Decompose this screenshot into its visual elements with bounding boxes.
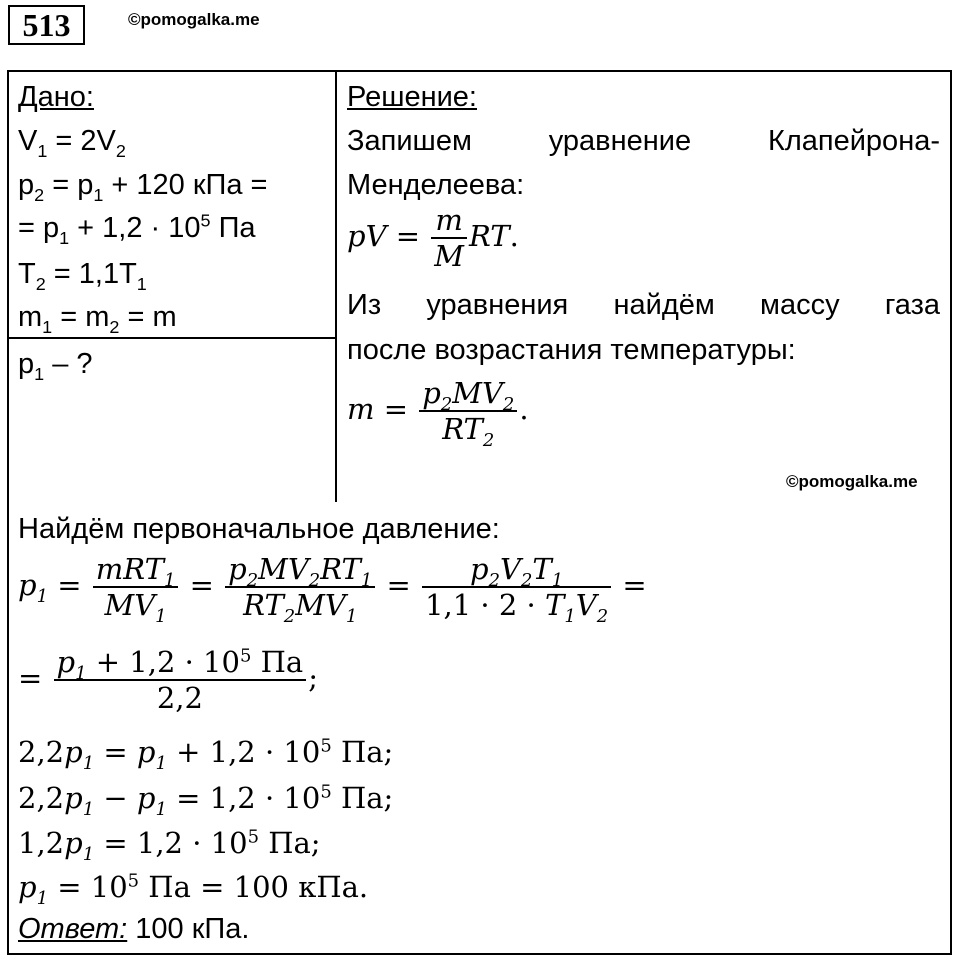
given-line-2: $p_2 = p_1 + 120$ кПа = — [18, 169, 268, 205]
solution-intro-line-1: Запишем уравнение Клапейрона- — [347, 125, 940, 157]
formula-mass: m = $\frac{p_2MV_2}{RT_2}$ . — [347, 376, 529, 451]
answer-value: 100 кПа. — [135, 913, 250, 945]
given-line-1: $V_1 = 2V_2$ — [18, 125, 126, 161]
solution-text-line-3: Найдём первоначальное давление: — [18, 513, 500, 545]
equation-line-3: $1,2p_1 = 1,2 \cdot 10^5$ Па; — [18, 826, 321, 865]
solution-title: Решение: — [347, 81, 477, 113]
given-title: Дано: — [18, 81, 94, 113]
solution-text-line-1: Из уравнения найдём массу газа — [347, 289, 940, 321]
solution-text-line-2: после возрастания температуры: — [347, 334, 796, 366]
solution-intro-line-2: Менделеева: — [347, 169, 525, 201]
divider-vertical — [335, 70, 337, 502]
equation-line-2: $2,2p_1 - p_1 = 1,2 \cdot 10^5$ Па; — [18, 781, 394, 820]
answer-label: Ответ: — [18, 913, 128, 945]
find-line: $p_1$ – ? — [18, 348, 93, 384]
given-line-3: = $p_1 + 1,2 \cdot 10^5$ Па — [18, 210, 256, 248]
given-line-4: $T_2 = 1,1T_1$ — [18, 258, 147, 294]
watermark-inline: ©pomogalka.me — [786, 472, 918, 491]
watermark-top: ©pomogalka.me — [128, 10, 260, 29]
divider-horizontal — [7, 337, 337, 339]
equation-line-4: $p_1 = 10^5$ Па = 100 кПа. — [18, 870, 369, 909]
formula-clapeyron: pV = $\frac{m}{M}$ RT. — [347, 203, 519, 273]
equation-line-1: $2,2p_1 = p_1 + 1,2 \cdot 10^5$ Па; — [18, 735, 394, 774]
answer-line — [18, 912, 249, 946]
given-line-5: $m_1 = m_2 = m$ — [18, 301, 177, 337]
formula-p1-fraction: = $\frac{p_1 + 1,2 \cdot 10^5 Па}{2,2}$ ; — [18, 645, 318, 715]
problem-number: 513 — [8, 5, 85, 45]
formula-p1-chain: $p_1$ = $\frac{mRT_1}{MV_1}$ = $\frac{p_2MV_2RT_1}{RT_2MV_1}$ = $\frac{p_2V_2T_1}{1,1 \cdot 2 \cdot T_1V_2}$ = — [18, 552, 647, 627]
